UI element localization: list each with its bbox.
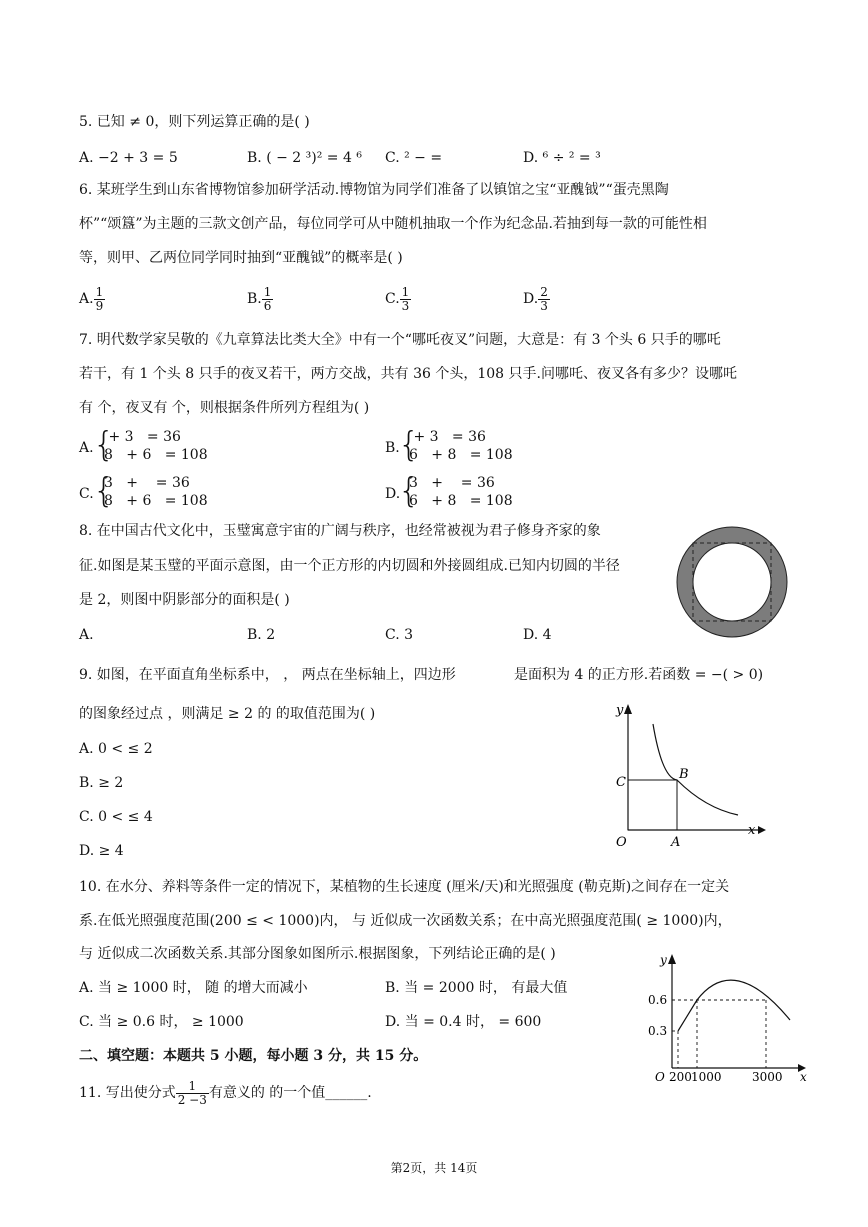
q9-option-c: C. 0 < ≤ 4 [79,809,153,825]
page-footer: 第2页，共 14页 [390,1161,478,1175]
q6-option-d: D. $\frac{2}{3}$ [523,285,548,313]
q9-line-2: 的图象经过点 ，则满足 ≥ 2 的 的取值范围为( ) [79,706,376,722]
origin-label: O [655,1070,665,1084]
tick-x-3000: 3000 [752,1070,783,1084]
q8-option-b: B. 2 [247,627,276,643]
q7-option-c-eq2: 8 + 6 = 108 [104,493,208,509]
q5-option-b: B. ( − 2 ³)² = 4 ⁶ [247,150,362,166]
tick-y-03: 0.3 [648,1024,668,1038]
q9-option-a: A. 0 < ≤ 2 [79,741,153,757]
x-axis-label: x [748,823,756,838]
q10-option-d: D. 当 = 0.4 时， = 600 [385,1014,542,1030]
q7-option-c-label: C. [79,486,94,502]
q6-line-2: 杯”“颂簋”为主题的三款文创产品，每位同学可从中随机抽取一个作为纪念品.若抽到每一款的可能性相 [79,216,707,232]
q10-line-1: 10. 在水分、养料等条件一定的情况下，某植物的生长速度 (厘米/天)和光照强度 (勒克斯)之间存在一定关 [79,879,730,895]
q9-option-d: D. ≥ 4 [79,843,124,859]
q6-option-c: C. $\frac{1}{3}$ [385,285,410,313]
q5-option-a: A. −2 + 3 = 5 [79,150,178,166]
q10-line-3: 与 近似成二次函数关系.其部分图象如图所示.根据图象，下列结论正确的是( ) [79,946,556,962]
q7-option-b-brace: { [398,425,420,465]
q7-option-d-eq2: 6 + 8 = 108 [409,493,513,509]
q6-line-3: 等，则甲、乙两位同学同时抽到“亚醜钺”的概率是( ) [79,250,403,266]
q10-option-a: A. 当 ≥ 1000 时， 随 的增大而减小 [79,980,308,996]
q6-option-b: B. $\frac{1}{6}$ [247,285,272,313]
q7-option-c-brace: { [93,471,115,511]
q7-option-a-eq1: + 3 = 36 [104,429,181,445]
q8-option-d: D. 4 [523,627,552,643]
q11 [79,1080,372,1106]
q7-line-1: 7. 明代数学家吴敬的《九章算法比类大全》中有一个“哪吒夜叉”问题，大意是：有 3 个头 6 只手的哪吒 [79,332,721,348]
q9-option-b: B. ≥ 2 [79,775,124,791]
q6-option-a: A. $\frac{1}{9}$ [79,285,104,313]
point-c-label: C [616,775,626,790]
q7-option-b-eq2: 6 + 8 = 108 [409,447,513,463]
q7-option-a-label: A. [79,440,94,456]
q9-line-1b: 是面积为 4 的正方形.若函数 = −( > 0) [514,667,764,683]
q5-option-d: D. ⁶ ÷ ² = ³ [523,150,601,166]
q9-line-1a: 9. 如图，在平面直角坐标系中， ， 两点在坐标轴上，四边形 [79,667,456,683]
q10-line-2: 系.在低光照强度范围(200 ≤ < 1000)内， 与 近似成一次函数关系；在中高光照强度范围( ≥ 1000)内， [79,913,732,929]
y-axis-label: y [660,953,667,967]
q7-option-d-brace: { [398,471,420,511]
point-b-label: B [679,767,689,782]
inner-circle [693,543,771,621]
q5-option-c: C. ² − = [385,150,443,166]
q10-option-b: B. 当 = 2000 时， 有最大值 [385,980,568,996]
q8-option-c: C. 3 [385,627,414,643]
q10-option-c: C. 当 ≥ 0.6 时， ≥ 1000 [79,1014,244,1030]
q7-line-2: 若干，有 1 个头 8 只手的夜叉若干，两方交战，共有 36 个头，108 只手.问哪吒、夜叉各有多少？设哪吒 [79,366,737,382]
q7-option-d-eq1: 3 + = 36 [409,475,495,491]
square-ocba [628,780,677,830]
q7-option-b-label: B. [385,440,400,456]
q7-option-d-label: D. [385,486,401,502]
q7-line-3: 有 个，夜叉有 个，则根据条件所列方程组为( ) [79,400,370,416]
section-2-heading: 二、填空题：本题共 5 小题，每小题 3 分，共 15 分。 [79,1048,428,1064]
q6-line-1: 6. 某班学生到山东省博物馆参加研学活动.博物馆为同学们准备了以镇馆之宝“亚醜钺”“蛋壳黑陶 [79,182,669,198]
tick-x-200: 200 [669,1070,692,1084]
y-axis-arrow [668,954,676,964]
q10-graph [644,948,816,1088]
q7-option-b-eq1: + 3 = 36 [409,429,486,445]
q11-post: 有意义的 的一个值______. [208,1085,372,1102]
q7-option-a-brace: { [93,425,115,465]
q8-line-3: 是 2，则图中阴影部分的面积是( ) [79,592,290,608]
q8-line-1: 8. 在中国古代文化中，玉璧寓意宇宙的广阔与秩序，也经常被视为君子修身齐家的象 [79,523,601,539]
y-axis-arrow [624,704,632,714]
q11-fraction: $\frac{1}{2 -3}$ [177,1079,207,1107]
point-a-label: A [671,835,681,850]
x-axis-label: x [800,1070,807,1084]
q7-option-c-eq1: 3 + = 36 [104,475,190,491]
tick-x-1000: 1000 [691,1070,722,1084]
x-axis-arrow [758,826,766,834]
q5-stem: 5. 已知 ≠ 0，则下列运算正确的是( ) [79,114,310,130]
q11-pre: 11. 写出使分式 [79,1085,176,1102]
origin-label: O [616,835,627,850]
q8-line-2: 征.如图是某玉璧的平面示意图，由一个正方形的内切圆和外接圆组成.已知内切圆的半径 [79,558,620,574]
linear-segment [678,1000,697,1031]
q7-option-a-eq2: 8 + 6 = 108 [104,447,208,463]
tick-y-06: 0.6 [648,993,668,1007]
q9-graph [610,700,770,858]
q8-option-a: A. [79,627,94,643]
y-axis-label: y [616,703,624,718]
jade-disk-figure [674,524,790,640]
hyperbola-curve [653,724,738,815]
